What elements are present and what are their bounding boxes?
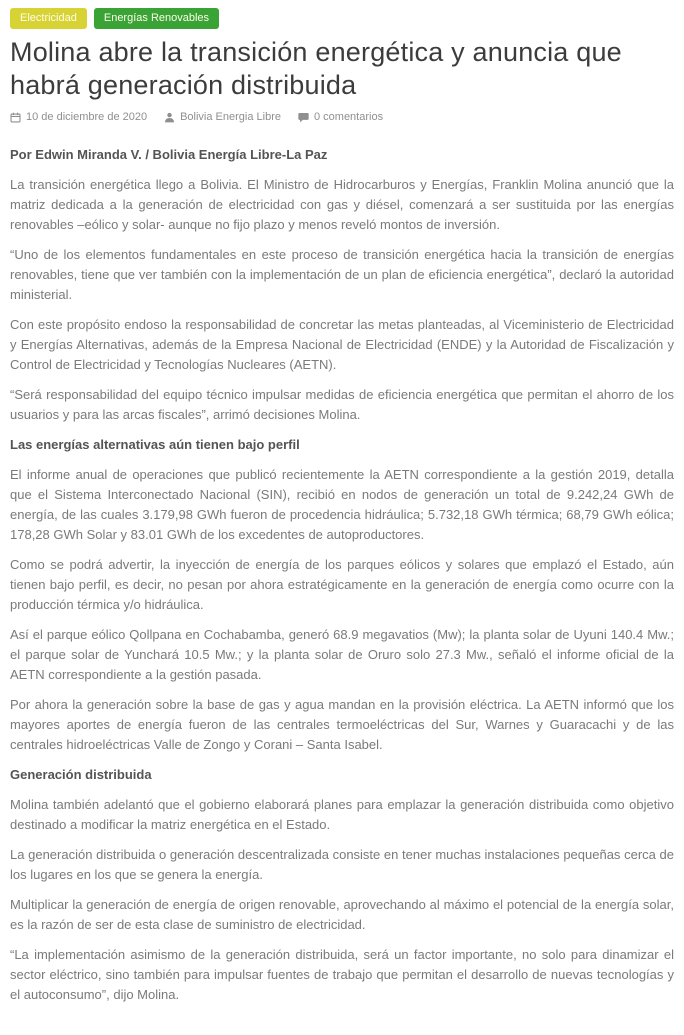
post-date-label: 10 de diciembre de 2020: [26, 111, 148, 123]
article-body: [10, 145, 674, 1005]
article-subheading: Las energías alternativas aún tienen bajo perfil: [10, 437, 300, 452]
post-date: [10, 111, 147, 123]
post-comments[interactable]: [298, 111, 383, 123]
article-subheading: Generación distribuida: [10, 767, 152, 782]
category-tag-energias-renovables[interactable]: Energías Renovables: [94, 8, 219, 29]
calendar-icon: [10, 112, 21, 123]
article-paragraph: Así el parque eólico Qollpana en Cochabamba, generó 68.9 megavatios (Mw); la planta solar de Uyuni 140.4 Mw.; el parque solar de Yunchará 10.5 Mw.; y la planta solar de Oruro solo 27.3 Mw., señaló el informe oficial de la AETN correspondiente a la gestión pasada.: [10, 627, 674, 682]
article-paragraph: La transición energética llego a Bolivia. El Ministro de Hidrocarburos y Energías, Franklin Molina anunció que la matriz dedicada a la generación de electricidad con gas y diésel, comenzará a ser sustituida por las energías renovables –eólico y solar- aunque no fijo plazo y menos reveló montos de inversión.: [10, 177, 674, 232]
page-title: Molina abre la transición energética y anuncia que habrá generación distribuida: [10, 37, 622, 100]
article-paragraph: El informe anual de operaciones que publicó recientemente la AETN correspondiente a la gestión 2019, detalla que el Sistema Interconectado Nacional (SIN), recibió en nodos de generación un total de 9.242,24 GWh de energía, de las cuales 3.179,98 GWh fueron de procedencia hidráulica; 5.732,18 GWh térmica; 68,79 GWh eólica; 178,28 GWh Solar y 83.01 GWh de los excedentes de autoproductores.: [10, 467, 674, 542]
article-paragraph: “Uno de los elementos fundamentales en este proceso de transición energética hacia la transición de energías renovables, tiene que ver también con la implementación de un plan de eficiencia energética”, declaró la autoridad ministerial.: [10, 247, 674, 302]
article-paragraph: La generación distribuida o generación descentralizada consiste en tener muchas instalaciones pequeñas cerca de los lugares en los que se genera la energía.: [10, 847, 674, 882]
article-paragraph: Como se podrá advertir, la inyección de energía de los parques eólicos y solares que emplazó el Estado, aún tienen bajo perfil, es decir, no pesan por ahora estratégicamente en la generación de energía como ocurre con la producción térmica y/o hidráulica.: [10, 557, 674, 612]
article-paragraph: “Será responsabilidad del equipo técnico impulsar medidas de eficiencia energética que permitan el ahorro de los usuarios y para las arcas fiscales”, arrimó decisiones Molina.: [10, 387, 674, 422]
category-tags: [10, 8, 674, 29]
article-paragraph: Molina también adelantó que el gobierno elaborará planes para emplazar la generación distribuida como objetivo destinado a modificar la matriz energética en el Estado.: [10, 797, 674, 832]
category-tag-electricidad[interactable]: Electricidad: [10, 8, 87, 29]
post-comments-label: 0 comentarios: [313, 111, 384, 123]
comment-icon: [298, 112, 309, 123]
article-paragraph: Por ahora la generación sobre la base de gas y agua mandan en la provisión eléctrica. La AETN informó que los mayores aportes de energía fueron de las centrales termoeléctricas del Sur, Warnes y Guaracachi y de las centrales hidroeléctricas Valle de Zongo y Corani – Santa Isabel.: [10, 697, 674, 752]
post-meta: [10, 111, 674, 123]
post-author-label: Bolivia Energia Libre: [180, 111, 281, 123]
post-author[interactable]: [164, 111, 281, 123]
article-byline: Por Edwin Miranda V. / Bolivia Energía Libre-La Paz: [10, 147, 328, 162]
article-paragraph: Con este propósito endoso la responsabilidad de concretar las metas planteadas, al Viceministerio de Electricidad y Energías Alternativas, además de la Empresa Nacional de Electricidad (ENDE) y la Autoridad de Fiscalización y Control de Electricidad y Tecnologías Nucleares (AETN).: [10, 317, 674, 372]
article-paragraph: “La implementación asimismo de la generación distribuida, será un factor importante, no solo para dinamizar el sector eléctrico, sino también para impulsar fuentes de trabajo que permitan el desarrollo de nuevas tecnologías y el autoconsumo”, dijo Molina.: [10, 947, 674, 1002]
user-icon: [164, 112, 175, 123]
article-paragraph: Multiplicar la generación de energía de origen renovable, aprovechando al máximo el potencial de la energía solar, es la razón de ser de esta clase de suministro de electricidad.: [10, 897, 674, 932]
